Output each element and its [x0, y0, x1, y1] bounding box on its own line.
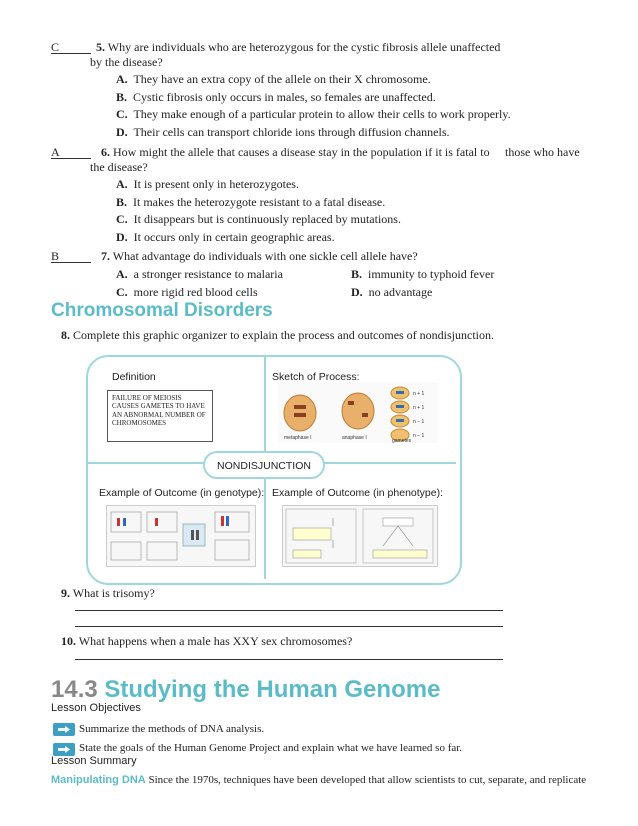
question-10 — [61, 634, 352, 649]
question-7-line1 — [101, 249, 418, 264]
question-5-line2: by the disease? — [90, 55, 163, 69]
answer-blank-6[interactable] — [51, 145, 91, 159]
sketch-tag-metaphase: metaphase I — [284, 435, 312, 441]
q7-option-c: C. more rigid red blood cells — [116, 285, 258, 299]
sketch-tag-n-plus-1: n + 1 — [413, 391, 425, 397]
question-6-text: How might the allele that causes a disease stay in the population if it is fatal to — [113, 145, 490, 159]
definition-answer: FAILURE OF MEIOSIS CAUSES GAMETES TO HAVE AN ABNORMAL NUMBER OF CHROMOSOMES — [112, 394, 206, 428]
answer-6: A — [51, 145, 60, 159]
meiosis-sketch — [278, 383, 438, 443]
arrow-icon — [53, 723, 75, 736]
sketch-tag-anaphase: anaphase I — [342, 435, 367, 441]
genotype-image — [106, 505, 256, 567]
answer-7: B — [51, 249, 60, 263]
answer-blank-7[interactable] — [51, 249, 91, 263]
question-6-text-cont: those who have — [505, 145, 580, 159]
sketch-tag-n-minus-1b: n − 1 — [413, 433, 425, 439]
q5-option-a: A. They have an extra copy of the allele on their X chromosome. — [116, 72, 431, 86]
question-7-text: What advantage do individuals with one sickle cell allele have? — [112, 249, 418, 263]
lesson-heading — [51, 676, 440, 704]
definition-answer-box[interactable] — [107, 390, 213, 442]
q6-option-a: A. It is present only in heterozygotes. — [116, 177, 299, 191]
genotype-diagram — [107, 506, 255, 566]
q6-option-c: C. It disappears but is continuously replaced by mutations. — [116, 212, 401, 226]
summary-paragraph — [51, 774, 586, 786]
sketch-label: Sketch of Process: — [272, 371, 360, 383]
question-number-8: 8. — [61, 328, 70, 342]
nondisjunction-label: NONDISJUNCTION — [203, 451, 325, 479]
question-10-text: What happens when a male has XXY sex chromosomes? — [78, 634, 353, 648]
q5-option-b: B. Cystic fibrosis only occurs in males, so females are unaffected. — [116, 90, 436, 104]
objective-1: Summarize the methods of DNA analysis. — [79, 723, 265, 735]
question-5-line1 — [96, 40, 500, 55]
question-8 — [61, 328, 494, 343]
question-number-9: 9. — [61, 586, 70, 600]
question-9-text: What is trisomy? — [72, 586, 155, 600]
objective-2: State the goals of the Human Genome Project and explain what we have learned so far. — [79, 742, 463, 754]
phenotype-diagram — [283, 506, 437, 566]
answer-line-9b[interactable] — [75, 626, 503, 627]
answer-line-10[interactable] — [75, 659, 503, 660]
sketch-tag-gametes: gametes — [392, 438, 412, 443]
q7-option-a: A. a stronger resistance to malaria — [116, 267, 283, 281]
question-6-line2: the disease? — [90, 160, 148, 174]
question-5-text: Why are individuals who are heterozygous for the cystic fibrosis allele unaffected — [107, 40, 501, 54]
question-9 — [61, 586, 155, 601]
question-8-text: Complete this graphic organizer to explain the process and outcomes of nondisjunction. — [73, 328, 495, 342]
summary-heading: Lesson Summary — [51, 755, 137, 767]
phenotype-label: Example of Outcome (in phenotype): — [272, 487, 444, 499]
question-number-6: 6. — [101, 145, 110, 159]
sketch-tag-n-minus-1: n − 1 — [413, 419, 425, 425]
sketch-tag-n-plus-1b: n + 1 — [413, 405, 425, 411]
question-number-7: 7. — [101, 249, 110, 263]
q5-option-c: C. They make enough of a particular protein to allow their cells to work properly. — [116, 107, 511, 121]
lesson-title: Studying the Human Genome — [104, 676, 441, 703]
sketch-image — [278, 383, 438, 443]
summary-text: Since the 1970s, techniques have been developed that allow scientists to cut, separate, and replicate — [148, 774, 587, 786]
definition-label: Definition — [112, 371, 156, 380]
q6-option-d: D. It occurs only in certain geographic areas. — [116, 230, 335, 244]
question-number-5: 5. — [96, 40, 105, 54]
definition-label-clip — [100, 370, 220, 380]
q7-option-b: B. immunity to typhoid fever — [351, 267, 495, 281]
genotype-label: Example of Outcome (in genotype): — [99, 487, 265, 499]
section-heading: Chromosomal Disorders — [51, 300, 273, 321]
answer-line-9a[interactable] — [75, 610, 503, 611]
question-6-line1 — [101, 145, 490, 160]
phenotype-image — [282, 505, 438, 567]
q7-option-d: D. no advantage — [351, 285, 433, 299]
answer-blank-5[interactable] — [51, 40, 91, 54]
q5-option-d: D. Their cells can transport chloride ions through diffusion channels. — [116, 125, 450, 139]
q6-option-b: B. It makes the heterozygote resistant to a fatal disease. — [116, 195, 386, 209]
summary-lead: Manipulating DNA — [51, 774, 146, 786]
answer-5: C — [51, 40, 60, 54]
question-number-10: 10. — [61, 634, 76, 648]
lesson-number: 14.3 — [51, 676, 98, 703]
objectives-heading: Lesson Objectives — [51, 702, 141, 714]
